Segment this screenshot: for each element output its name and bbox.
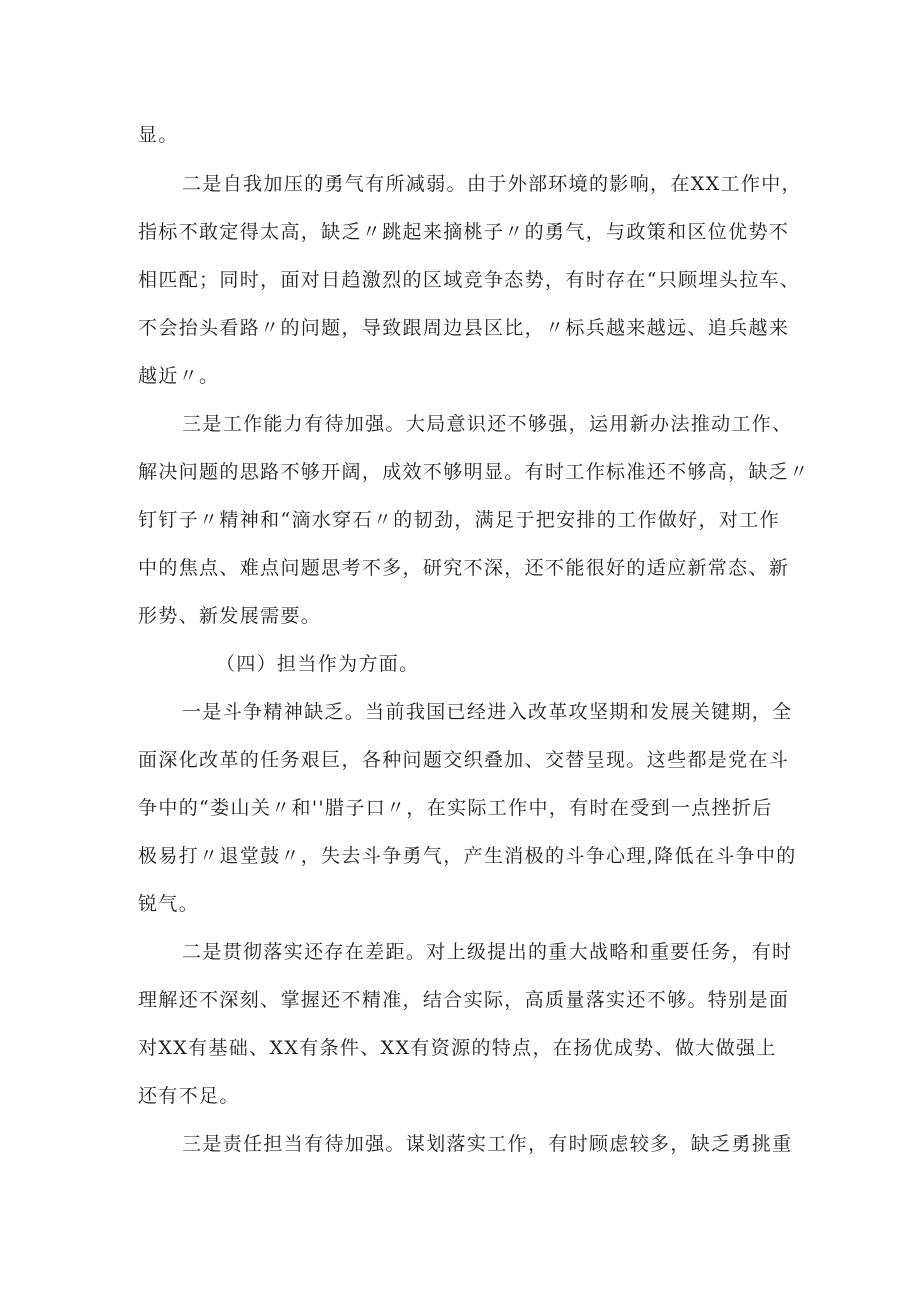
section-heading: （四）担当作为方面。 bbox=[216, 653, 420, 675]
text-line: 中的焦点、难点问题思考不多，研究不深，还不能很好的适应新常态、新 bbox=[138, 557, 790, 579]
paragraph-first-line: 二是自我加压的勇气有所减弱。由于外部环境的影响，在XX工作中， bbox=[182, 173, 802, 195]
paragraph-first-line: 三是工作能力有待加强。大局意识还不够强，运用新办法推动工作、 bbox=[182, 413, 793, 435]
text-line: 锐气。 bbox=[138, 893, 200, 915]
text-line: 不会抬头看路〃的问题，导致跟周边县区比，〃标兵越来越远、追兵越来 bbox=[138, 317, 790, 339]
text-line: 面深化改革的任务艰巨，各种问题交织叠加、交替呈现。这些都是党在斗 bbox=[138, 749, 790, 771]
text-line: 相匹配；同时，面对日趋激烈的区域竞争态势，有时存在“只顾埋头拉车、 bbox=[138, 269, 801, 291]
text-line: 指标不敢定得太高，缺乏〃跳起来摘桃子〃的勇气，与政策和区位优势不 bbox=[138, 221, 790, 243]
paragraph-first-line: 二是贯彻落实还存在差距。对上级提出的重大战略和重要任务，有时 bbox=[182, 941, 793, 963]
text-line: 争中的“娄山关〃和''腊子口〃，在实际工作中，有时在受到一点挫折后 bbox=[138, 797, 773, 819]
text-line: 还有不足。 bbox=[138, 1085, 240, 1107]
text-line: 对XX有基础、XX有条件、XX有资源的特点，在扬优成势、做大做强上 bbox=[138, 1037, 777, 1059]
text-line: 极易打〃退堂鼓〃，失去斗争勇气，产生消极的斗争心理,降低在斗争中的 bbox=[138, 845, 797, 867]
text-line: 钉钉子〃精神和“滴水穿石〃的韧劲，满足于把安排的工作做好，对工作 bbox=[138, 509, 780, 531]
text-line: 显。 bbox=[138, 124, 179, 146]
text-line: 形势、新发展需要。 bbox=[138, 605, 322, 627]
text-line: 理解还不深刻、掌握还不精准，结合实际，高质量落实还不够。特别是面 bbox=[138, 989, 790, 1011]
text-line: 解决问题的思路不够开阔，成效不够明显。有时工作标准还不够高，缺乏〃 bbox=[138, 461, 810, 483]
text-line: 越近〃。 bbox=[138, 365, 220, 387]
paragraph-first-line: 三是责任担当有待加强。谋划落实工作，有时顾虑较多，缺乏勇挑重 bbox=[182, 1133, 793, 1155]
paragraph-first-line: 一是斗争精神缺乏。当前我国已经进入改革攻坚期和发展关键期，全 bbox=[182, 701, 793, 723]
